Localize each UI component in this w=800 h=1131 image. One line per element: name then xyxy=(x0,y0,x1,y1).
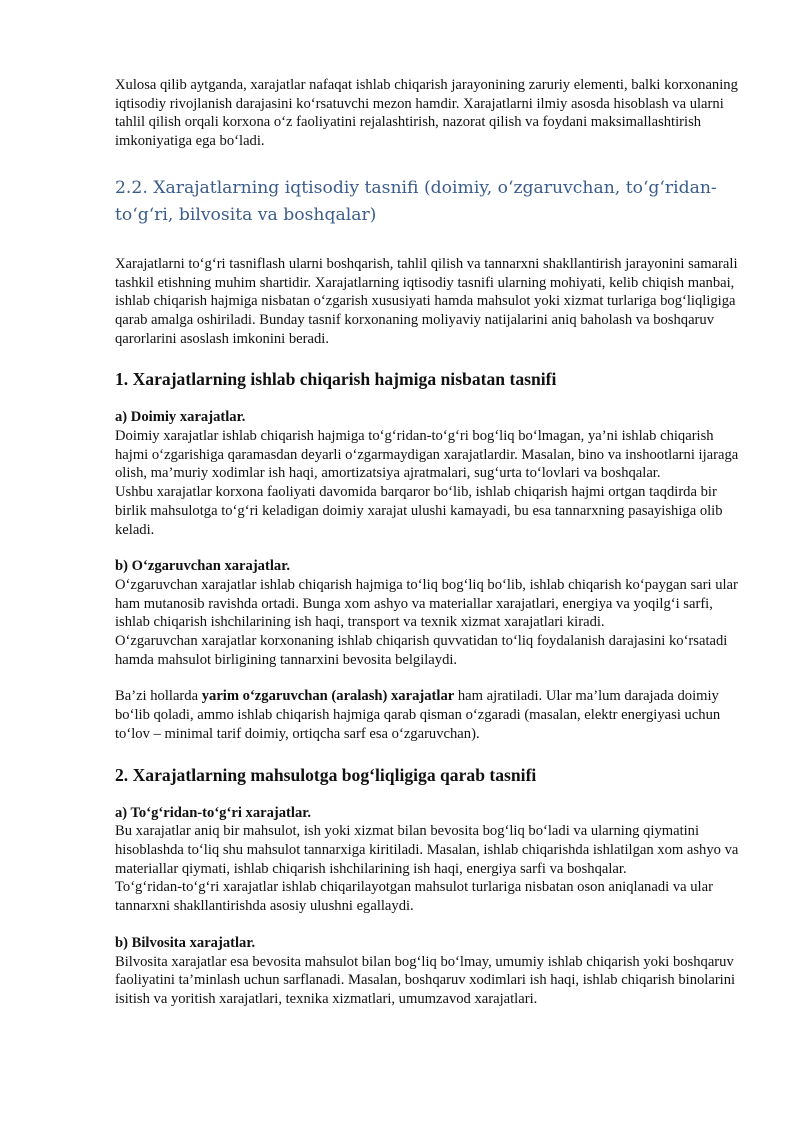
lead-paragraph: Xarajatlarni to‘g‘ri tasniflash ularni boshqarish, tahlil qilish va tannarxni shakllantirish jarayonini samarali tashkil etishning muhim shartidir. Xarajatlarning iqtisodiy tasnifi ularning mohiyati, kelib chiqish manbai, ishlab chiqarish hajmiga nisbatan o‘zgarish xususiyati hamda mahsulot yoki xizmat turlariga bog‘liqligiga qarab amalga oshiriladi. Bunday tasnif korxonaning moliyaviy natijalarini aniq baholash va boshqaruv qarorlarini asoslash imkonini beradi. xyxy=(115,255,738,347)
indirect-costs-title: b) Bilvosita xarajatlar. xyxy=(115,934,256,951)
heading-volume-classification: 1. Xarajatlarning ishlab chiqarish hajmiga nisbatan tasnifi xyxy=(115,369,557,390)
document-page xyxy=(115,76,745,1009)
direct-costs-block xyxy=(115,804,745,916)
variable-costs-paragraph-1: O‘zgaruvchan xarajatlar ishlab chiqarish hajmiga to‘liq bog‘liq bo‘lib, ishlab chiqarish ko‘paygan sari ular ham mutanosib ravishda ortadi. Bunga xom ashyo va materiallar xarajatlari, energiya va yoqilg‘i sarfi, ishlab chiqarish ishchilarining ish haqi, transport va texnik xizmat xarajatlari kiradi. xyxy=(115,576,738,631)
fixed-costs-paragraph-1: Doimiy xarajatlar ishlab chiqarish hajmiga to‘g‘ridan-to‘g‘ri bog‘liq bo‘lmagan, ya’ni ishlab chiqarish hajmi o‘zgarishiga qaramasdan deyarli o‘zgarmaydigan xarajatlardir. Masalan, bino va inshootlarni ijaraga olish, ma’muriy xodimlar ish haqi, amortizatsiya ajratmalari, sug‘urta to‘lovlari va boshqalar. xyxy=(115,428,739,482)
variable-costs-block xyxy=(115,557,745,669)
direct-costs-paragraph-2: To‘g‘ridan-to‘g‘ri xarajatlar ishlab chiqarilayotgan mahsulot turlariga nisbatan oson aniqlanadi va ular tannarxni shakllantirishda asosiy ulushni egallaydi. xyxy=(115,879,713,915)
heading-product-classification: 2. Xarajatlarning mahsulotga bog‘liqligiga qarab tasnifi xyxy=(115,764,537,785)
indirect-costs-paragraph-1: Bilvosita xarajatlar esa bevosita mahsulot bilan bog‘liq bo‘lmay, umumiy ishlab chiqarish yoki boshqaruv faoliyatini ta’minlash uchun sarflanadi. Masalan, boshqaruv xodimlari ish haqi, ishlab chiqarish binolarini isitish va yoritish xarajatlari, texnika xizmatlari, umumzavod xarajatlari. xyxy=(115,953,736,1007)
variable-costs-title: b) O‘zgaruvchan xarajatlar. xyxy=(115,558,290,575)
direct-costs-title: a) To‘g‘ridan-to‘g‘ri xarajatlar. xyxy=(115,804,312,821)
intro-paragraph: Xulosa qilib aytganda, xarajatlar nafaqat ishlab chiqarish jarayonining zaruriy elementi, balki korxonaning iqtisodiy rivojlanish darajasini ko‘rsatuvchi mezon hamdir. Xarajatlarni ilmiy asosda hisoblash va ularni tahlil qilish orqali korxona o‘z faoliyatini rejalashtirish, nazorat qilish va foydani maksimallashtirish imkoniyatiga ega bo‘ladi. xyxy=(115,77,738,150)
fixed-costs-block xyxy=(115,408,745,539)
fixed-costs-title: a) Doimiy xarajatlar. xyxy=(115,409,246,426)
semi-variable-term: yarim o‘zgaruvchan (aralash) xarajatlar xyxy=(201,688,455,705)
section-title: 2.2. Xarajatlarning iqtisodiy tasnifi (doimiy, o‘zgaruvchan, to‘g‘ridan-to‘g‘ri, bilvosita va boshqalar) xyxy=(115,177,717,225)
variable-costs-paragraph-2: O‘zgaruvchan xarajatlar korxonaning ishlab chiqarish quvvatidan to‘liq foydalanish darajasini ko‘rsatadi hamda mahsulot birligining tannarxini bevosita belgilaydi. xyxy=(115,633,728,668)
indirect-costs-block xyxy=(115,934,745,1009)
fixed-costs-paragraph-2: Ushbu xarajatlar korxona faoliyati davomida barqaror bo‘lib, ishlab chiqarish hajmi ortgan taqdirda bir birlik mahsulotga to‘g‘ri keladigan doimiy xarajat ulushi kamayadi, bu esa tannarxning pasayishiga olib keladi. xyxy=(115,484,723,538)
semi-variable-text-after: ham ajratiladi. Ular ma’lum darajada doimiy bo‘lib qoladi, ammo ishlab chiqarish hajmiga qarab qisman o‘zgaradi (masalan, elektr energiyasi uchun to‘lov – minimal tarif doimiy, ortiqcha sarf esa o‘zgaruvchan). xyxy=(115,688,721,742)
semi-variable-paragraph xyxy=(115,687,745,743)
semi-variable-text-before: Ba’zi hollarda xyxy=(115,688,202,705)
direct-costs-paragraph-1: Bu xarajatlar aniq bir mahsulot, ish yoki xizmat bilan bevosita bog‘liq bo‘ladi va ularning qiymatini hisoblashda to‘liq shu mahsulot tannarxiga kiritiladi. Masalan, ishlab chiqarishda ishlatilgan xom ashyo va materiallar qiymati, ishlab chiqarish ishchilarining ish haqi, energiya sarfi va boshqalar. xyxy=(115,823,739,877)
